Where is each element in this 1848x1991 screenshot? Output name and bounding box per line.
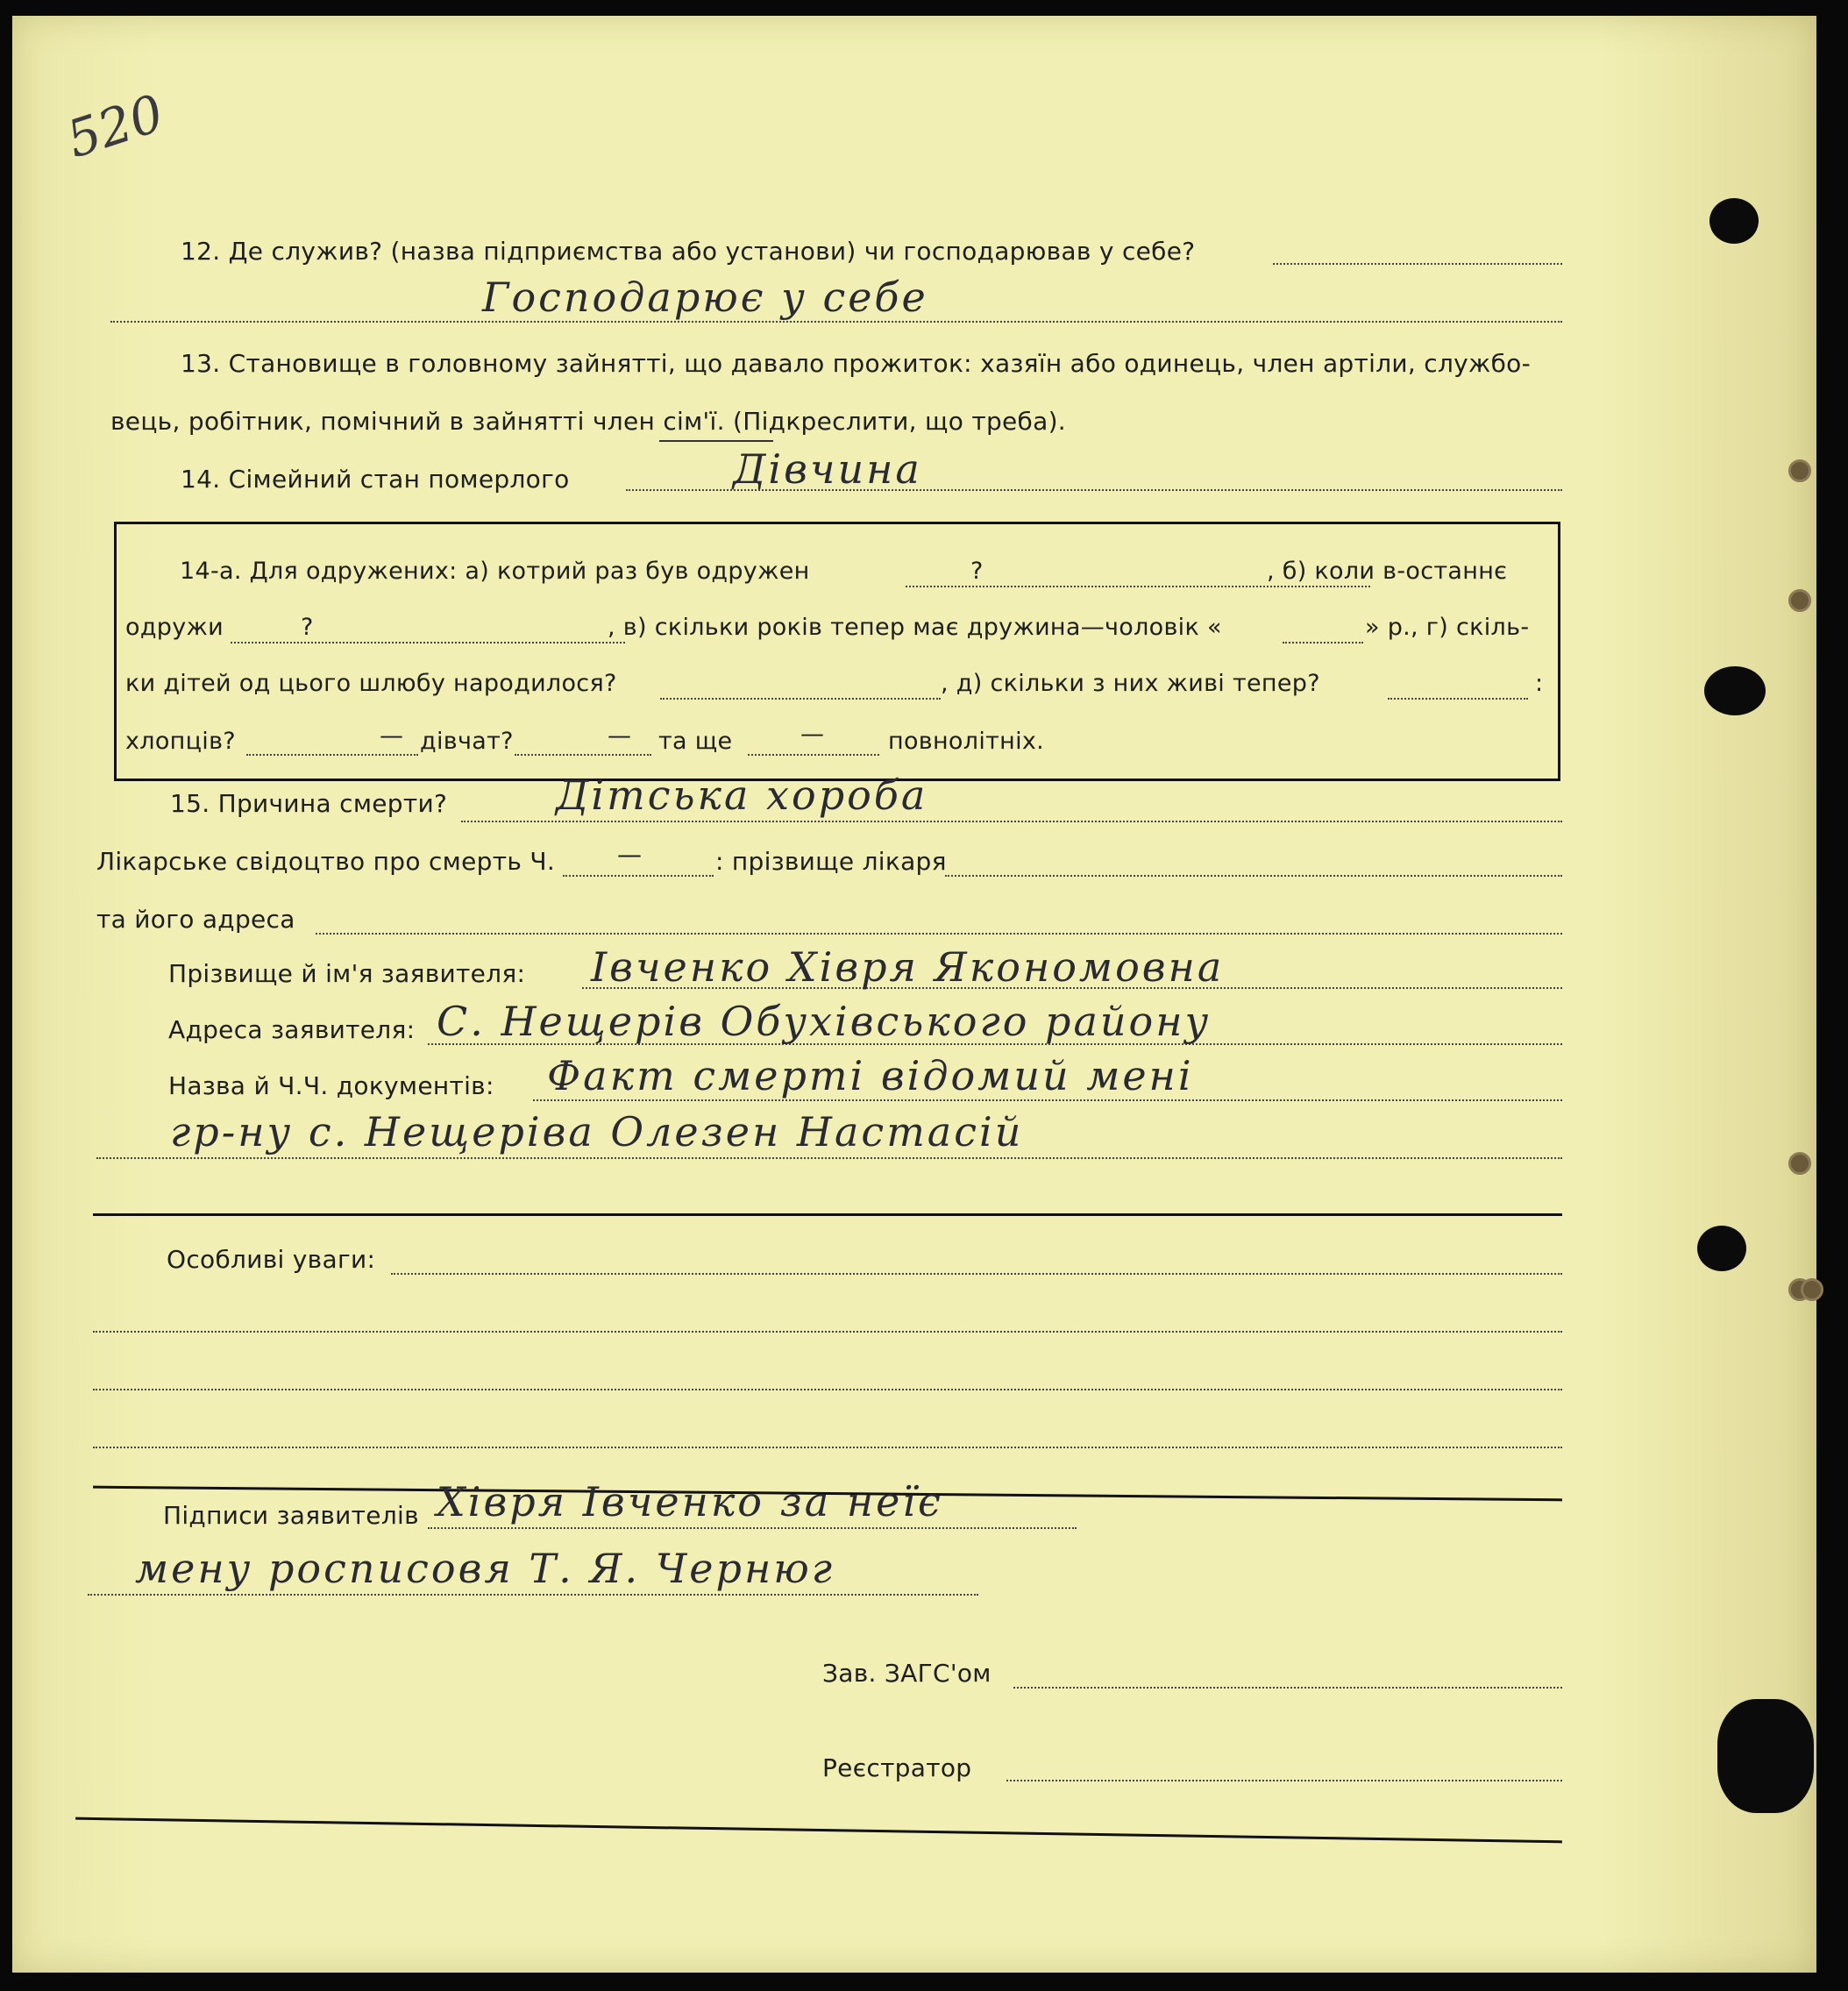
signatures-line-2 (88, 1594, 978, 1596)
applicant-name-label: Прізвище й ім'я заявителя: (168, 959, 526, 988)
q14a-line1-a: 14-а. Для одружених: а) котрий раз був одружен (180, 558, 810, 585)
q15-answer: Дітська хороба (556, 772, 928, 819)
q14a-line4-c: та ще (658, 728, 733, 755)
signatures-line-1 (428, 1527, 1077, 1529)
q14a-line4-a: хлопців? (125, 728, 236, 755)
punch-hole (1709, 198, 1759, 244)
punch-hole (1697, 1226, 1746, 1271)
q14-label: 14. Сімейний стан померлого (181, 465, 570, 494)
remarks-line (391, 1273, 1562, 1275)
q12-fill-line (1273, 263, 1562, 265)
certificate-number: — (617, 840, 643, 869)
q14a-line2-c: » р., г) скіль- (1365, 614, 1530, 641)
rivet (1788, 1152, 1811, 1175)
q12-label: 12. Де служив? (назва підприємства або установи) чи господарював у себе? (181, 237, 1196, 266)
certificate-number-line (563, 875, 714, 877)
rivet (1788, 459, 1811, 482)
q14a-line1-b: , б) коли в-останнє (1267, 558, 1508, 585)
applicant-address-label: Адреса заявителя: (168, 1015, 416, 1044)
q14a-fill (660, 698, 941, 700)
documents-line-2 (96, 1157, 1562, 1159)
certificate-label: Лікарське свідоцтво про смерть Ч. (96, 847, 556, 876)
remarks-line (93, 1447, 1562, 1448)
registrar-label: Реєстратор (822, 1753, 972, 1782)
doctor-address-label: та його адреса (96, 905, 295, 934)
q14a-fill (906, 586, 1370, 587)
zags-head-label: Зав. ЗАГС'ом (822, 1659, 992, 1688)
archive-number: 520 (60, 82, 171, 170)
q14a-fill (231, 642, 625, 644)
q14a-fill (515, 754, 651, 756)
documents-value-1: Факт смерті відомий мені (547, 1052, 1194, 1099)
q14-answer: Дівчина (733, 445, 922, 493)
punch-hole (1717, 1699, 1814, 1813)
q14a-line2-b: , в) скільки років тепер має дружина—чоловік « (608, 614, 1222, 641)
applicant-address: С. Нещерів Обухівського району (437, 998, 1212, 1045)
q15-answer-line (461, 821, 1562, 822)
remarks-line (93, 1389, 1562, 1390)
q14a-line3-b: , д) скільки з них живі тепер? (941, 670, 1320, 697)
q13-line1: 13. Становище в головному зайнятті, що давало прожиток: хазяїн або одинець, член артіли, службо- (181, 349, 1531, 378)
q14a-line2-a-val: ? (301, 614, 314, 641)
documents-value-2: гр-ну с. Нещеріва Олезен Настасій (170, 1108, 1024, 1155)
q15-label: 15. Причина смерти? (170, 789, 448, 818)
doctor-name-line (945, 875, 1562, 877)
punch-hole (1704, 666, 1766, 715)
rivet (1788, 589, 1811, 612)
q14a-line4-b-val: — (608, 722, 632, 750)
q14a-fill (1388, 698, 1528, 700)
q14a-line3-c: : (1535, 670, 1544, 697)
registrar-line (1006, 1780, 1562, 1781)
q14a-fill (246, 754, 418, 756)
q14a-line3-a: ки дітей од цього шлюбу народилося? (125, 670, 617, 697)
document-sheet (12, 16, 1816, 1973)
q13-line2: вець, робітник, помічний в зайнятті член сім'ї. (Підкреслити, що треба). (110, 407, 1066, 436)
doctor-address-line (316, 933, 1562, 935)
q14a-line4-a-val: — (380, 722, 404, 750)
q12-answer-line (110, 321, 1562, 323)
q14a-line4-b: дівчат? (420, 728, 514, 755)
q14a-line4-d: повнолітніх. (888, 728, 1045, 755)
married-info-box (114, 522, 1560, 781)
signatures-value-2: мену росписовя Т. Я. Чернюг (135, 1545, 835, 1592)
documents-line-1 (533, 1099, 1562, 1101)
applicant-name: Івченко Хівря Якономовна (591, 943, 1225, 991)
rivet (1801, 1278, 1823, 1301)
remarks-label: Особливі уваги: (167, 1245, 376, 1274)
q14a-line2-a: одружи (125, 614, 224, 641)
q14a-line1-a-val: ? (970, 558, 984, 585)
q14a-fill (1283, 642, 1363, 644)
q12-answer: Господарює у себе (482, 274, 928, 321)
q14a-fill (748, 754, 879, 756)
q14a-line4-c-val: — (800, 721, 825, 748)
signatures-value-1: Хівря Івченко за неїє (437, 1478, 943, 1525)
signatures-label: Підписи заявителів (163, 1501, 419, 1530)
bottom-rule (75, 1817, 1562, 1844)
certificate-doctor-label: : прізвище лікаря (715, 847, 947, 876)
section-divider (93, 1213, 1562, 1216)
q13-underline-mark (659, 440, 773, 442)
remarks-line (93, 1331, 1562, 1333)
documents-label: Назва й Ч.Ч. документів: (168, 1071, 494, 1100)
zags-head-line (1013, 1687, 1562, 1689)
